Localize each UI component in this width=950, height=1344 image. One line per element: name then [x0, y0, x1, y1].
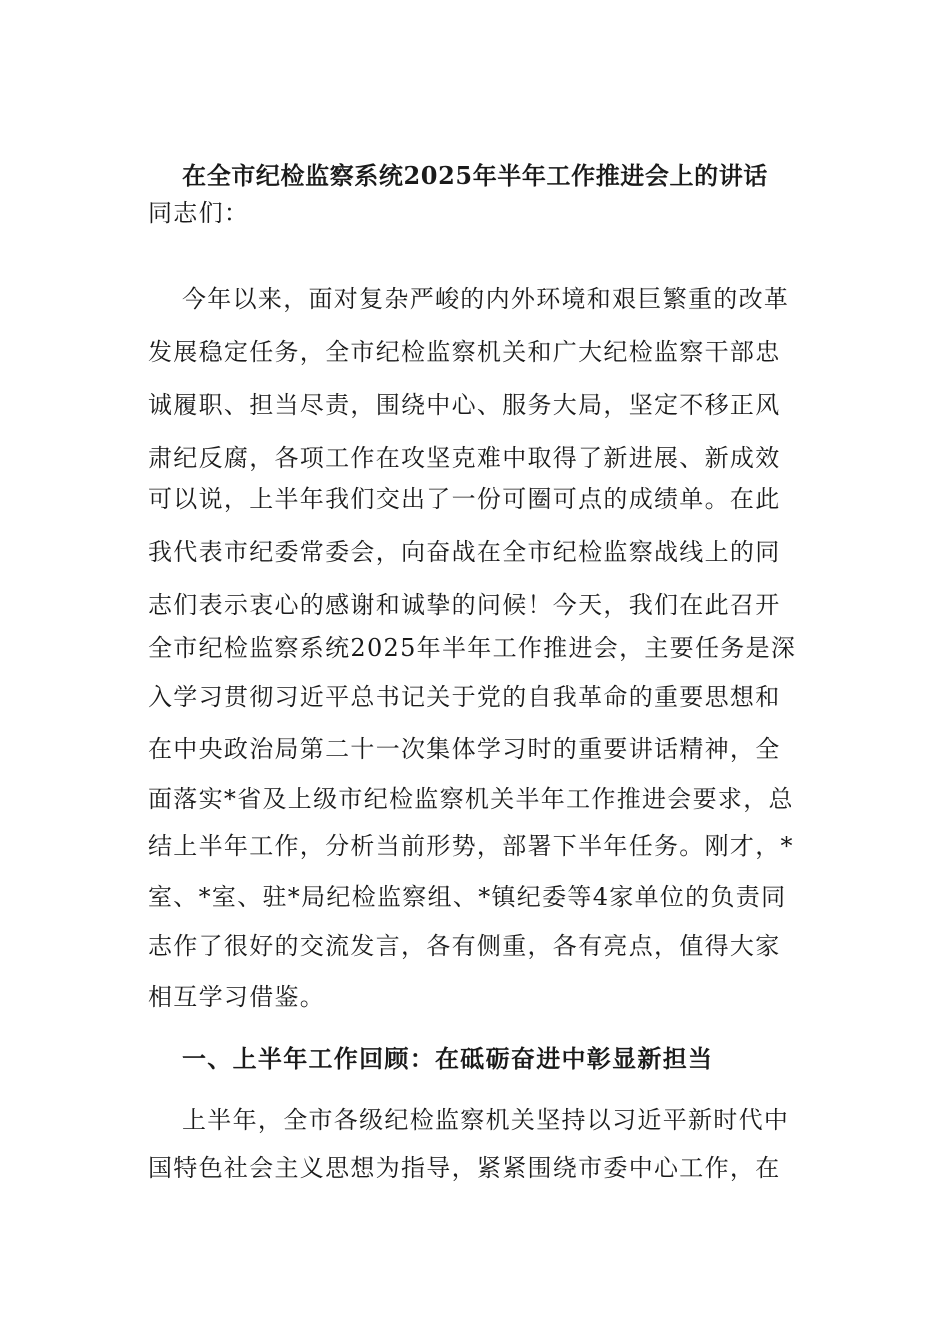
paragraph-line: 在中央政治局第二十一次集体学习时的重要讲话精神，全 — [148, 735, 781, 763]
paragraph-line: 面落实*省及上级市纪检监察机关半年工作推进会要求，总 — [148, 785, 794, 813]
paragraph-line: 室、*室、驻*局纪检监察组、*镇纪委等4家单位的负责同 — [148, 883, 787, 911]
paragraph-line: 结上半年工作，分析当前形势，部署下半年任务。刚才，* — [148, 832, 794, 860]
salutation: 同志们： — [148, 199, 250, 227]
paragraph-line: 诚履职、担当尽责，围绕中心、服务大局，坚定不移正风 — [148, 391, 781, 419]
paragraph-line: 全市纪检监察系统2025年半年工作推进会，主要任务是深 — [148, 634, 797, 662]
paragraph-line: 入学习贯彻习近平总书记关于党的自我革命的重要思想和 — [148, 683, 781, 711]
paragraph-line: 我代表市纪委常委会，向奋战在全市纪检监察战线上的同 — [148, 538, 781, 566]
paragraph-line: 上半年，全市各级纪检监察机关坚持以习近平新时代中 — [182, 1106, 790, 1134]
paragraph-line: 肃纪反腐，各项工作在攻坚克难中取得了新进展、新成效 — [148, 444, 781, 472]
paragraph-line: 发展稳定任务，全市纪检监察机关和广大纪检监察干部忠 — [148, 338, 781, 366]
paragraph-line: 志们表示衷心的感谢和诚挚的问候！今天，我们在此召开 — [148, 591, 781, 619]
paragraph-line: 国特色社会主义思想为指导，紧紧围绕市委中心工作，在 — [148, 1154, 781, 1182]
paragraph-line: 今年以来，面对复杂严峻的内外环境和艰巨繁重的改革 — [182, 285, 790, 313]
paragraph-line: 志作了很好的交流发言，各有侧重，各有亮点，值得大家 — [148, 932, 781, 960]
paragraph-line: 相互学习借鉴。 — [148, 983, 326, 1011]
paragraph-line: 可以说，上半年我们交出了一份可圈可点的成绩单。在此 — [148, 485, 781, 513]
document-title: 在全市纪检监察系统2025年半年工作推进会上的讲话 — [182, 161, 768, 190]
section-heading: 一、上半年工作回顾：在砥砺奋进中彰显新担当 — [182, 1044, 714, 1073]
